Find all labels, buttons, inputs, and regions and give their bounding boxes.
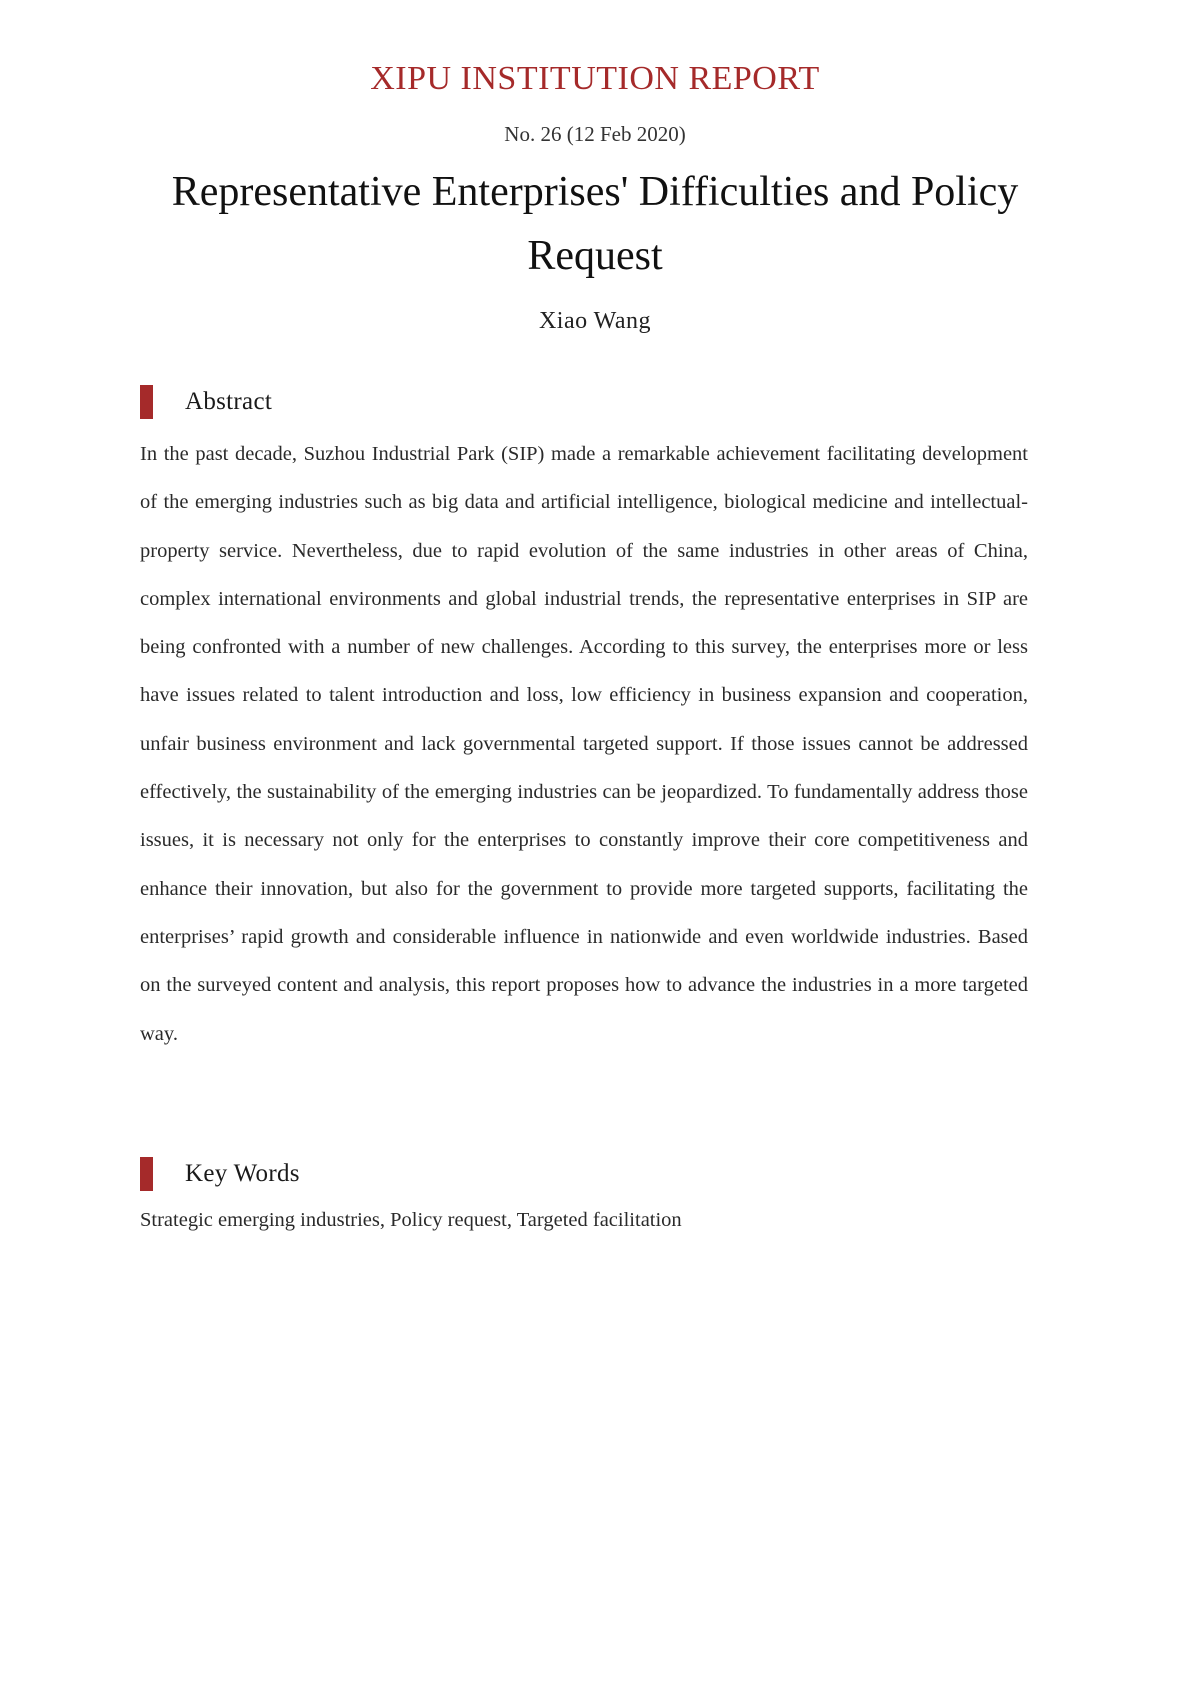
section-marker-bar bbox=[140, 385, 153, 419]
keywords-heading-text: Key Words bbox=[185, 1160, 300, 1187]
section-marker-bar bbox=[140, 1157, 153, 1191]
abstract-heading bbox=[140, 385, 272, 419]
abstract-text: In the past decade, Suzhou Industrial Park (SIP) made a remarkable achievement facilitating development of the emerging industries such as big data and artificial intelligence, biological medicine and intellectual-property service. Nevertheless, due to rapid evolution of the same industries in other areas of China, complex international environments and global industrial trends, the representative enterprises in SIP are being confronted with a number of new challenges. According to this survey, the enterprises more or less have issues related to talent introduction and loss, low efficiency in business expansion and cooperation, unfair business environment and lack governmental targeted support. If those issues cannot be addressed effectively, the sustainability of the emerging industries can be jeopardized. To fundamentally address those issues, it is necessary not only for the enterprises to constantly improve their core competitiveness and enhance their innovation, but also for the government to provide more targeted supports, facilitating the enterprises’ rapid growth and considerable influence in nationwide and even worldwide industries. Based on the surveyed content and analysis, this report proposes how to advance the industries in a more targeted way. bbox=[140, 443, 1028, 1045]
report-name: XIPU INSTITUTION REPORT bbox=[370, 60, 820, 97]
author-name: Xiao Wang bbox=[538, 308, 652, 334]
paper-title: Representative Enterprises' Difficulties and Policy Request bbox=[171, 169, 1019, 279]
keywords-text: Strategic emerging industries, Policy request, Targeted facilitation bbox=[140, 1209, 682, 1231]
abstract-heading-text: Abstract bbox=[185, 388, 273, 415]
report-number: No. 26 (12 Feb 2020) bbox=[504, 122, 686, 146]
keywords-heading bbox=[140, 1157, 300, 1191]
